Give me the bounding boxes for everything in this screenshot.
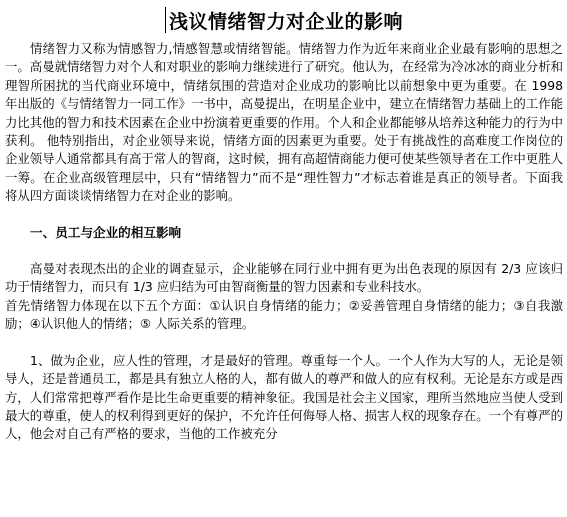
blank-line <box>5 334 563 352</box>
title-row <box>5 0 563 40</box>
document-title[interactable]: 浅议情绪智力对企业的影响 <box>168 10 403 33</box>
blank-line <box>5 242 563 260</box>
paragraph-point-1[interactable]: 1、做为企业，应人性的管理，才是最好的管理。尊重每一个人。一个人作为大写的人，无论是领导人，还是普通员工，都是具有独立人格的人，都有做人的尊严和做人的应有权利。无论是东方或是西方，人们常常把尊严看作是比生命更重要的精神象征。我国是社会主义国家，理所当然地应当使人受到最大的尊重，使人的权利得到更好的保护，不允许任何侮辱人格、损害人权的现象存在。一个有尊严的人，他会对自己有严格的要求，当他的工作被充分 <box>5 352 563 442</box>
text-cursor <box>165 7 166 33</box>
section-heading-1[interactable]: 一、员工与企业的相互影响 <box>30 224 182 240</box>
blank-line <box>5 206 563 224</box>
paragraph-intro[interactable]: 情绪智力又称为情感智力,情感智慧或情绪智能。情绪智力作为近年来商业企业最有影响的思想之一。高曼就情绪智力对个人和对职业的影响力继续进行了研究。他认为，在经常为冷冰冰的商业分析和理智所困扰的当代商业环境中，情绪氛围的营造对企业成功的影响比以前想象中更为重要。在 1998 年出版的《与情绪智力一同工作》一书中，高曼提出，在明星企业中，建立在情绪智力基础上的工作能力比其他的智力和技术因素在企业中扮演着更重要的作用。个人和企业都能够从培养这种能力的行为中获利。 他特别指出，对企业领导来说，情绪方面的因素更为重要。处于有挑战性的高难度工作岗位的企业领导人通常都具有高于常人的智商，这时候，拥有高超情商能力便可使某些领导者在工作中更胜人一筹。在企业高级管理层中，只有“情绪智力”而不是“理性智力”才标志着谁是真正的领导者。下面我将从四方面谈谈情绪智力在对企业的影响。 <box>5 41 563 204</box>
paragraph-aspects[interactable]: 首先情绪智力体现在以下五个方面：①认识自身情绪的能力；②妥善管理自身情绪的能力；③自我激励；④认识他人的情绪；⑤ 人际关系的管理。 <box>5 297 563 332</box>
paragraph-survey[interactable]: 高曼对表现杰出的企业的调查显示，企业能够在同行业中拥有更为出色表现的原因有 2/3 应该归功于情绪智力，而只有 1/3 应归结为可由智商衡量的智力因素和专业科技水。 <box>5 261 563 295</box>
